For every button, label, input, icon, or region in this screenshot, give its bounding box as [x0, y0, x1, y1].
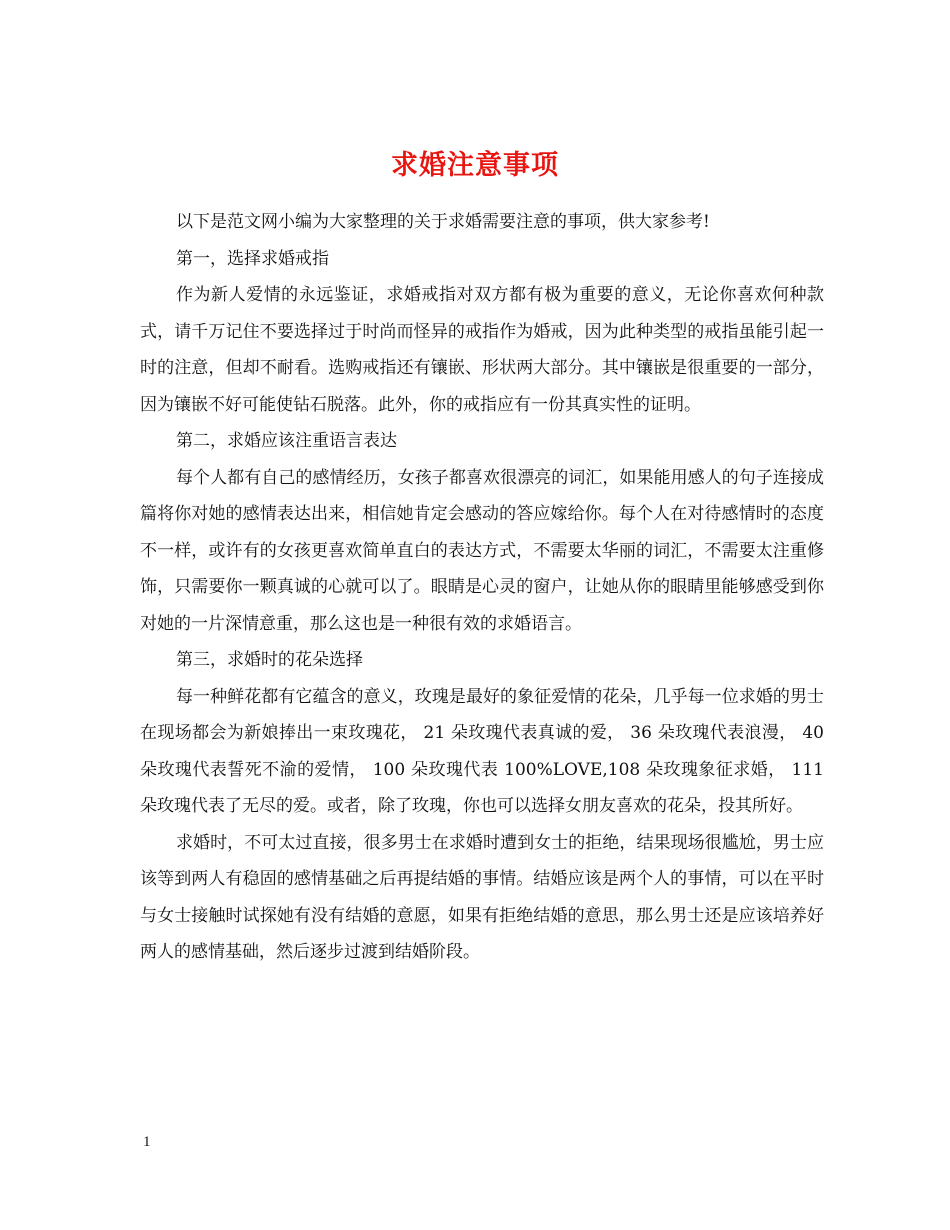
- paragraph-flowers: 每一种鲜花都有它蕴含的意义，玫瑰是最好的象征爱情的花朵，几乎每一位求婚的男士在现场都会为新娘捧出一束玫瑰花， 21 朵玫瑰代表真诚的爱， 36 朵玫瑰代表浪漫， 40 朵玫瑰代表誓死不渝的爱情， 100 朵玫瑰代表 100%LOVE,108 朵玫瑰象征求婚， 111 朵玫瑰代表了无尽的爱。或者，除了玫瑰，你也可以选择女朋友喜欢的花朵，投其所好。: [140, 686, 824, 816]
- page-number: 1: [143, 1134, 151, 1150]
- section-heading-ring: 第一，选择求婚戒指: [176, 248, 329, 269]
- document-body: [140, 204, 824, 971]
- paragraph-closing: 求婚时，不可太过直接，很多男士在求婚时遭到女士的拒绝，结果现场很尴尬，男士应该等到两人有稳固的感情基础之后再提结婚的事情。结婚应该是两个人的事情，可以在平时与女士接触时试探她有没有结婚的意愿，如果有拒绝结婚的意思，那么男士还是应该培养好两人的感情基础，然后逐步过渡到结婚阶段。: [140, 832, 824, 962]
- section-heading-language: 第二，求婚应该注重语言表达: [176, 431, 397, 451]
- intro-paragraph: 以下是范文网小编为大家整理的关于求婚需要注意的事项，供大家参考!: [176, 212, 710, 232]
- paragraph-language: 每个人都有自己的感情经历，女孩子都喜欢很漂亮的词汇，如果能用感人的句子连接成篇将你对她的感情表达出来，相信她肯定会感动的答应嫁给你。每个人在对待感情时的态度不一样，或许有的女孩更喜欢简单直白的表达方式，不需要太华丽的词汇，不需要太注重修饰，只需要你一颗真诚的心就可以了。眼睛是心灵的窗户，让她从你的眼睛里能够感受到你对她的一片深情意重，那么这也是一种很有效的求婚语言。: [140, 467, 824, 634]
- document-title: 求婚注意事项: [391, 150, 559, 182]
- paragraph-ring: 作为新人爱情的永远鉴证，求婚戒指对双方都有极为重要的意义，无论你喜欢何种款式，请千万记住不要选择过于时尚而怪异的戒指作为婚戒，因为此种类型的戒指虽能引起一时的注意，但却不耐看。选购戒指还有镶嵌、形状两大部分。其中镶嵌是很重要的一部分，因为镶嵌不好可能使钻石脱落。此外，你的戒指应有一份其真实性的证明。: [140, 285, 824, 415]
- section-heading-flowers: 第三，求婚时的花朵选择: [176, 650, 363, 670]
